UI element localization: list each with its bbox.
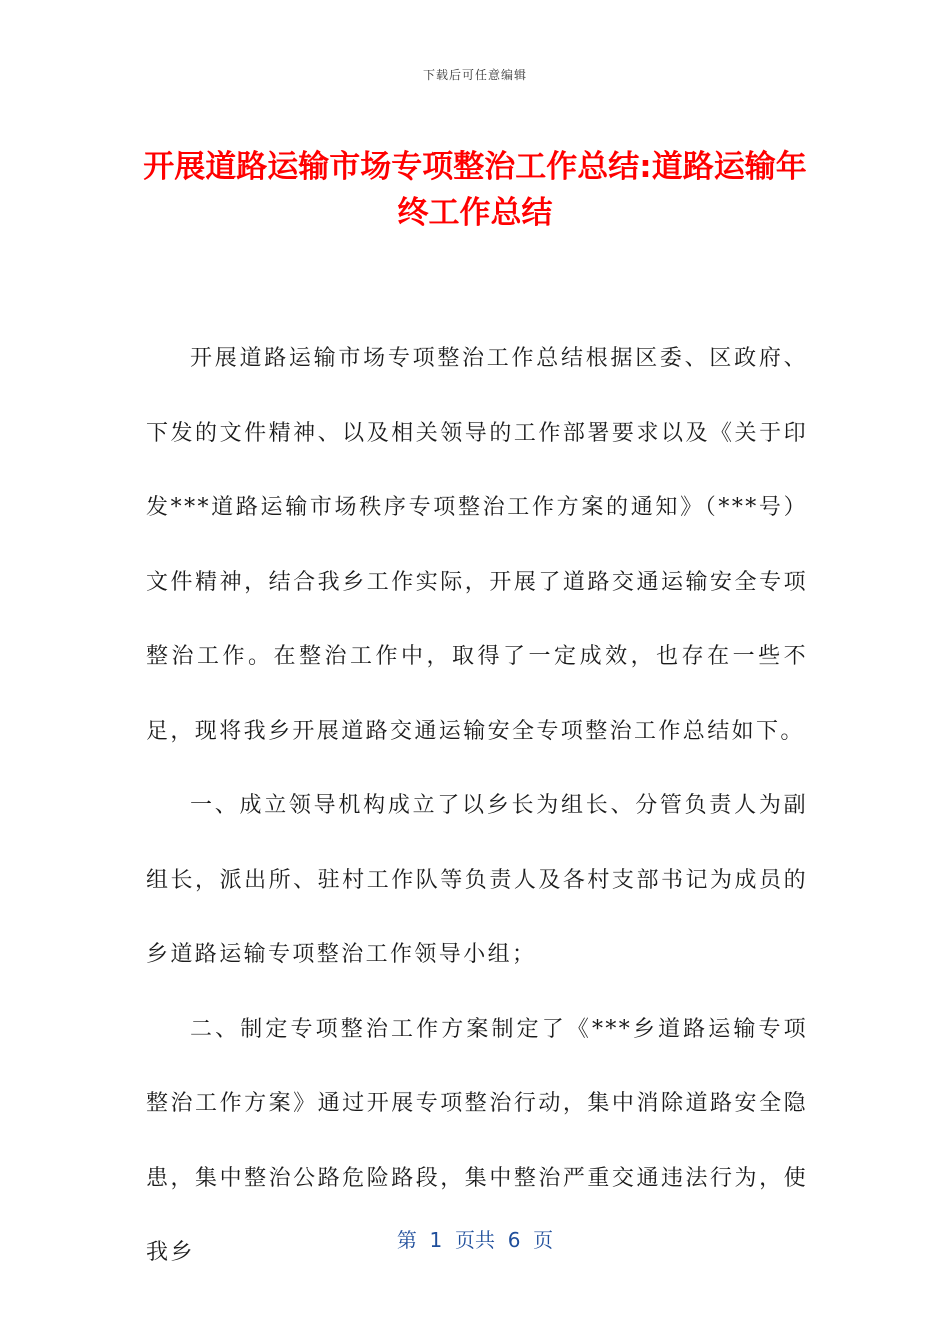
page-number: 第 1 页共 6 页 <box>396 1228 554 1252</box>
paragraph-intro: 开展道路运输市场专项整治工作总结根据区委、区政府、下发的文件精神、以及相关领导的工作部署要求以及《关于印发***道路运输市场秩序专项整治工作方案的通知》（***号）文件精神，结合我乡工作实际，开展了道路交通运输安全专项整治工作。在整治工作中，取得了一定成效，也存在一些不足，现将我乡开展道路交通运输安全专项整治工作总结如下。 <box>146 346 808 744</box>
document-body <box>146 322 808 1291</box>
paragraph-section-1: 一、成立领导机构成立了以乡长为组长、分管负责人为副组长，派出所、驻村工作队等负责人及各村支部书记为成员的乡道路运输专项整治工作领导小组； <box>146 793 808 967</box>
paragraph-section-2: 二、制定专项整治工作方案制定了《***乡道路运输专项整治工作方案》通过开展专项整治行动，集中消除道路安全隐患，集中整治公路危险路段，集中整治严重交通违法行为，使我乡 <box>146 1016 808 1265</box>
document-title: 开展道路运输市场专项整治工作总结:道路运输年终工作总结 <box>143 149 807 231</box>
header-note: 下载后可任意编辑 <box>422 68 527 82</box>
